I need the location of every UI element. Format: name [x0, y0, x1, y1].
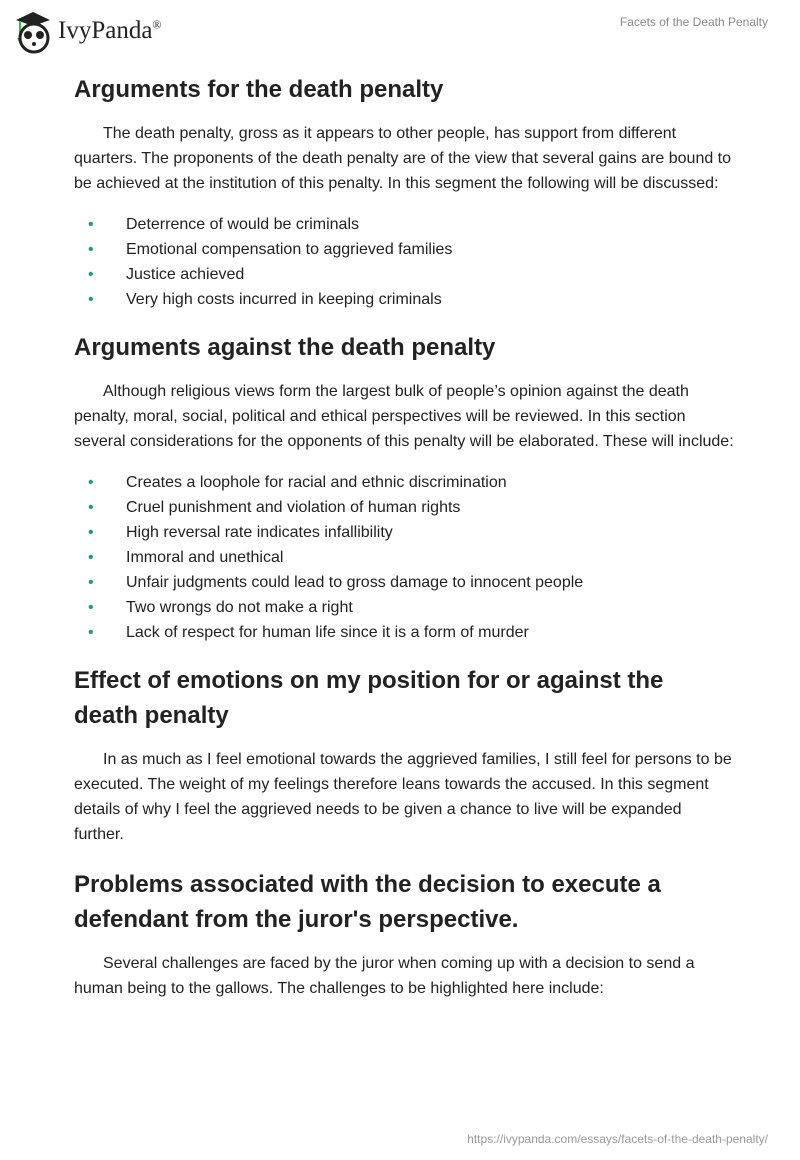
bullet-icon: •	[88, 624, 94, 641]
bullet-icon: •	[88, 474, 94, 491]
section-heading: Arguments against the death penalty	[74, 334, 496, 361]
list-item: • Creates a loophole for racial and ethnic discrimination	[74, 470, 734, 495]
bullet-icon: •	[88, 241, 94, 258]
bullet-icon: •	[88, 216, 94, 233]
bullet-icon: •	[88, 524, 94, 541]
list-item: • Deterrence of would be criminals	[74, 212, 734, 237]
list-item: • High reversal rate indicates infallibility	[74, 520, 734, 545]
section-heading: Arguments for the death penalty	[74, 76, 444, 103]
section-heading: Problems associated with the decision to execute a defendant from the juror's perspective.	[74, 871, 661, 933]
bullet-icon: •	[88, 291, 94, 308]
document-title: Facets of the Death Penalty	[619, 15, 768, 29]
section-paragraph: In as much as I feel emotional towards the aggrieved families, I still feel for persons to be executed. The weight of my feelings therefore leans towards the accused. In this segment details of why I feel the aggrieved needs to be given a chance to live will be expanded further.	[74, 751, 732, 843]
bullet-icon: •	[88, 574, 94, 591]
section-paragraph: Although religious views form the largest bulk of people’s opinion against the death penalty, moral, social, political and ethical perspectives will be reviewed. In this section several considerations for the opponents of this penalty will be elaborated. These will include:	[74, 383, 734, 450]
bullet-icon: •	[88, 549, 94, 566]
panda-logo-icon	[12, 8, 54, 54]
list-item: • Unfair judgments could lead to gross damage to innocent people	[74, 570, 734, 595]
bullet-icon: •	[88, 599, 94, 616]
list-item: • Two wrongs do not make a right	[74, 595, 734, 620]
list-item: • Immoral and unethical	[74, 545, 734, 570]
article-content	[74, 72, 734, 1017]
list-item: • Emotional compensation to aggrieved families	[74, 237, 734, 262]
ivypanda-logo[interactable]	[12, 8, 162, 54]
brand-name: IvyPanda®	[58, 17, 162, 44]
list-item: • Justice achieved	[74, 262, 734, 287]
list-item: • Cruel punishment and violation of human rights	[74, 495, 734, 520]
section-heading: Effect of emotions on my position for or against the death penalty	[74, 667, 664, 729]
section-paragraph: Several challenges are faced by the juror when coming up with a decision to send a human being to the gallows. The challenges to be highlighted here include:	[74, 955, 695, 997]
section-paragraph: The death penalty, gross as it appears to other people, has support from different quarters. The proponents of the death penalty are of the view that several gains are bound to be achieved at the institution of this penalty. In this segment the following will be discussed:	[74, 125, 732, 192]
bullet-list	[74, 212, 734, 312]
list-item: • Lack of respect for human life since it is a form of murder	[74, 620, 734, 645]
bullet-icon: •	[88, 266, 94, 283]
bullet-icon: •	[88, 499, 94, 516]
source-url[interactable]: https://ivypanda.com/essays/facets-of-the-death-penalty/	[467, 1132, 768, 1146]
bullet-list	[74, 470, 734, 645]
list-item: • Very high costs incurred in keeping criminals	[74, 287, 734, 312]
